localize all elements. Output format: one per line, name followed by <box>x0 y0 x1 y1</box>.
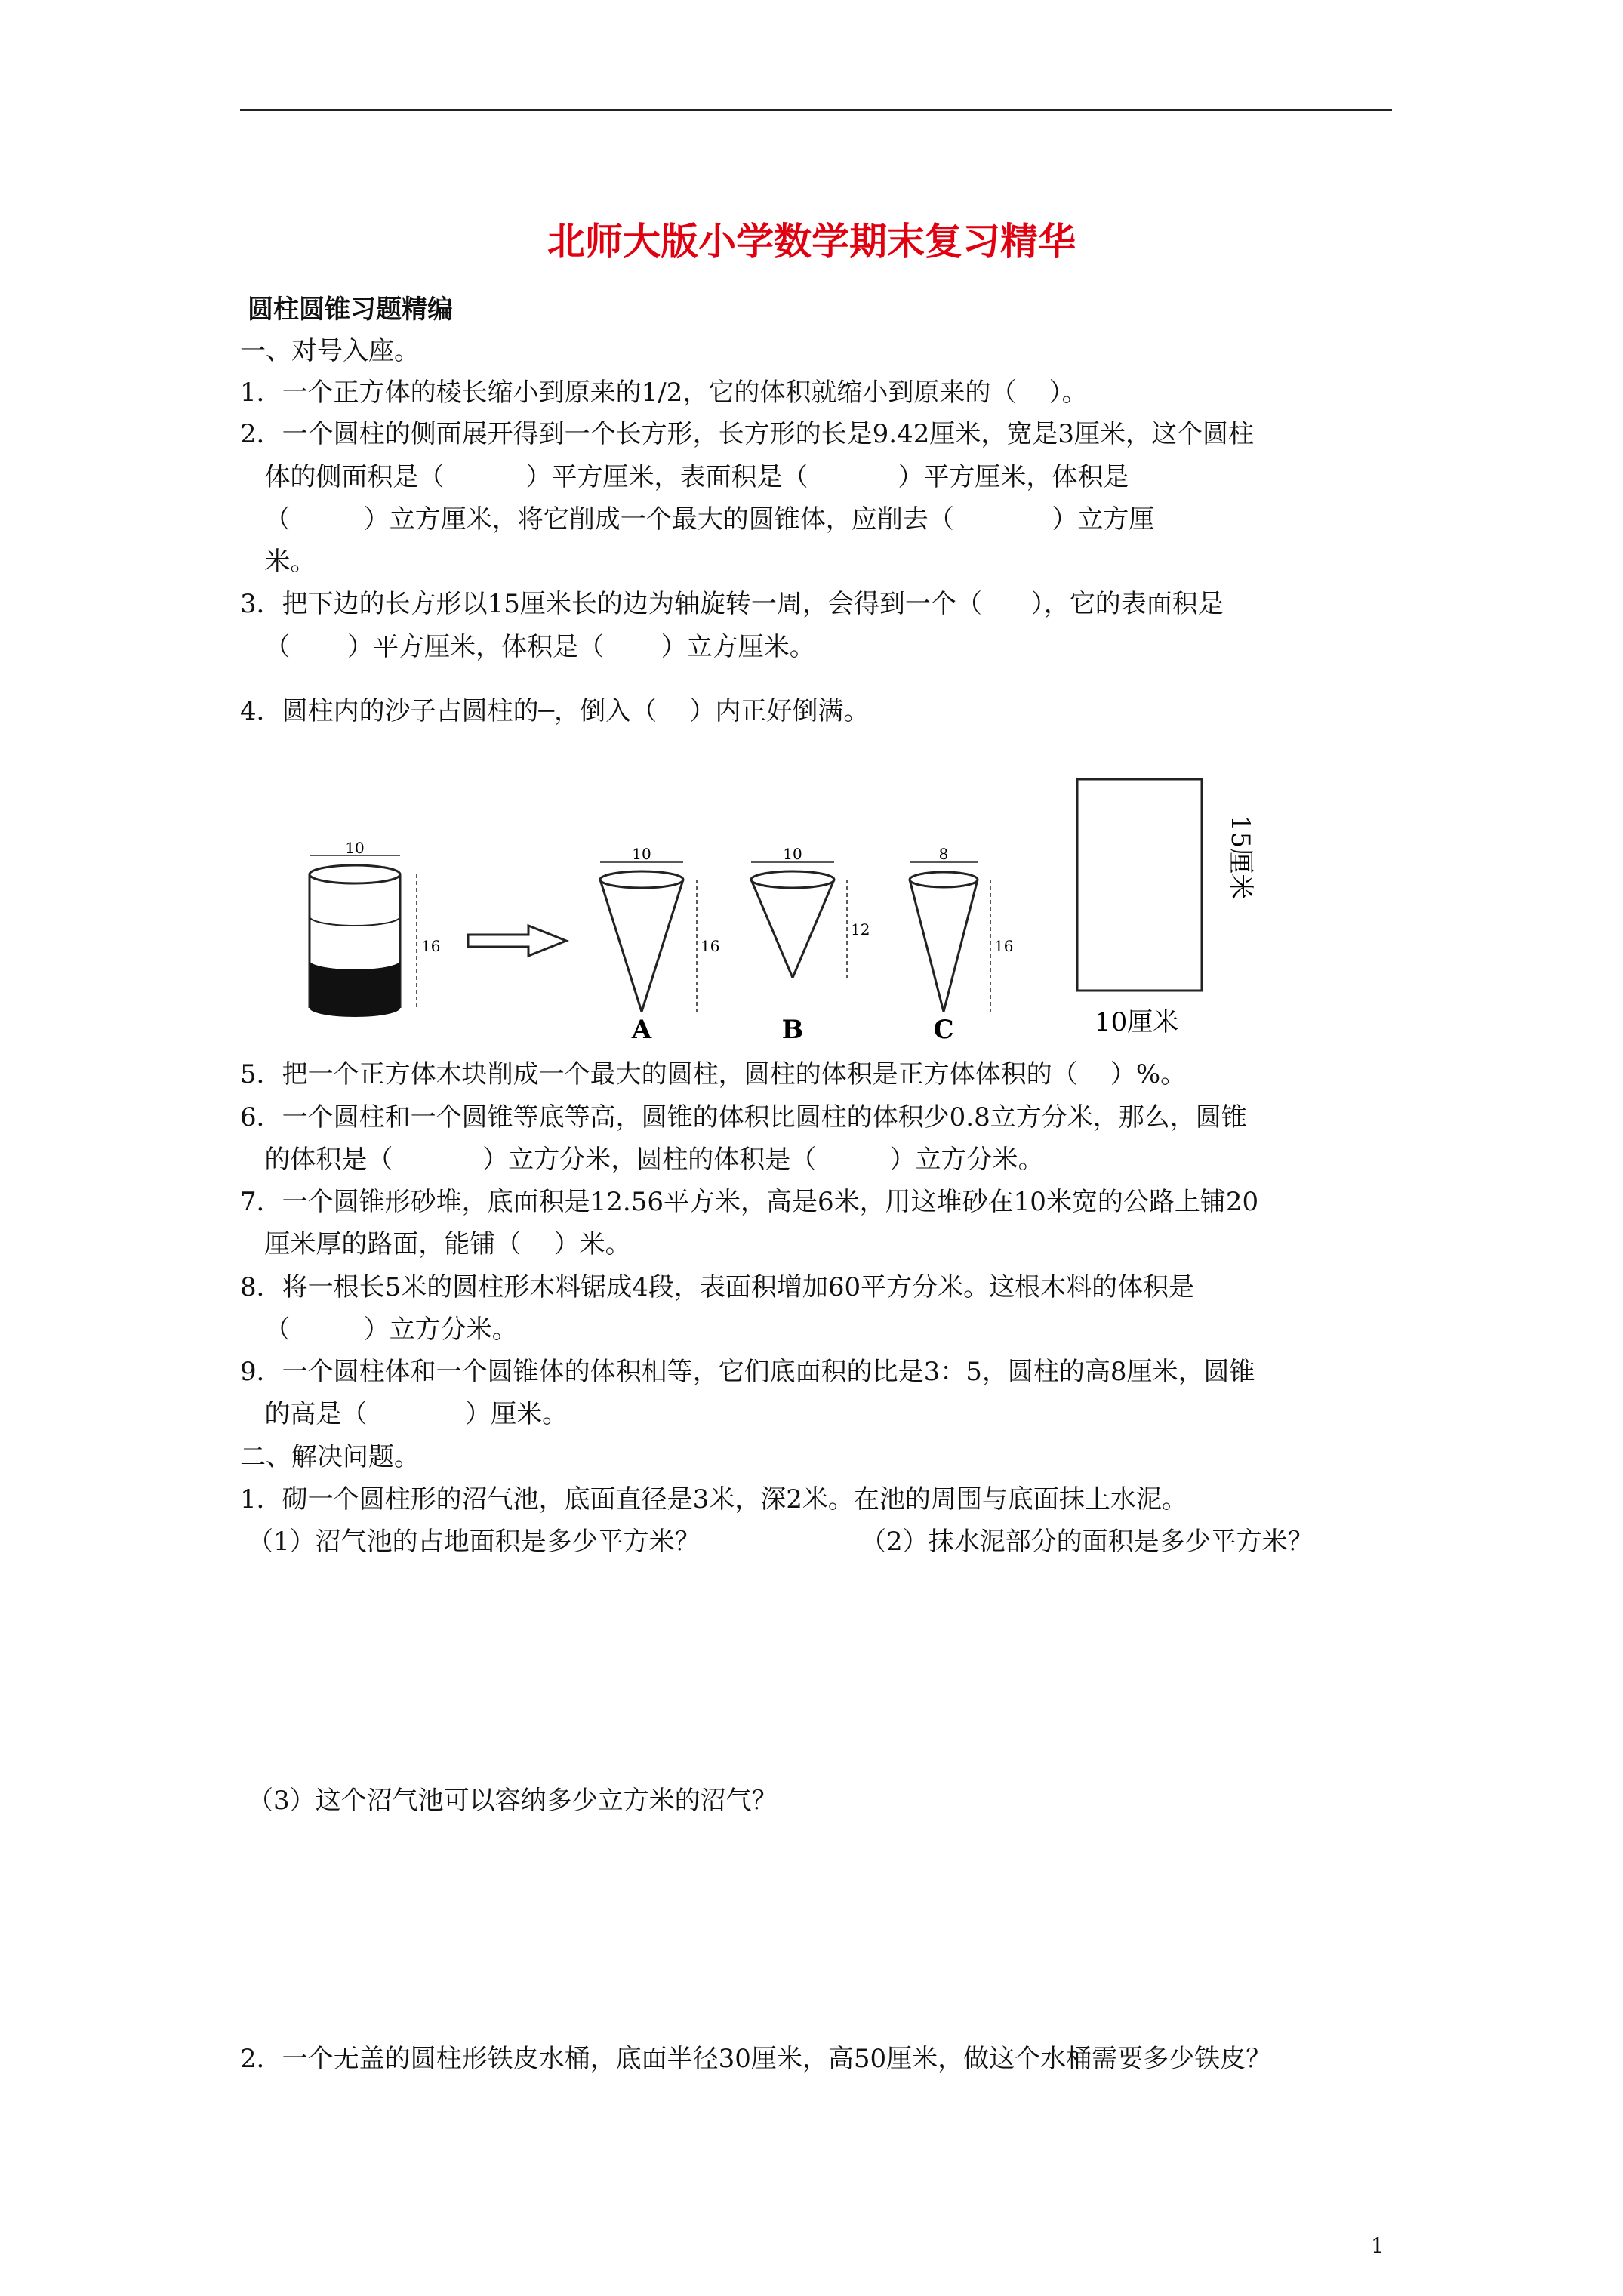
cone-b-diameter-label: 10 <box>783 845 802 863</box>
page-number: 1 <box>1371 2233 1384 2258</box>
question-9-line1: 9．一个圆柱体和一个圆锥体的体积相等，它们底面积的比是3：5，圆柱的高8厘米，圆锥 <box>240 1357 1255 1387</box>
question-7-line1: 7．一个圆锥形砂堆，底面积是12.56平方米，高是6米，用这堆砂在10米宽的公路上铺20 <box>240 1187 1259 1217</box>
cone-c-figure <box>910 862 990 1012</box>
rectangle-height-label: 15厘米 <box>1225 815 1255 900</box>
question-2-line2: 体的侧面积是（ ）平方厘米，表面积是（ ）平方厘米，体积是 <box>240 462 1129 492</box>
section-heading-1: 一、对号入座。 <box>240 336 420 366</box>
cylinder-figure <box>310 855 417 1017</box>
cylinder-height-label: 16 <box>421 937 441 955</box>
question-8-line1: 8．将一根长5米的圆柱形木料锯成4段，表面积增加60平方分米。这根木料的体积是 <box>240 1272 1195 1302</box>
cone-b-figure <box>751 862 847 978</box>
document-title: 北师大版小学数学期末复习精华 <box>547 220 1076 264</box>
question-5: 5．把一个正方体木块削成一个最大的圆柱，圆柱的体积是正方体体积的（ ）%。 <box>240 1059 1187 1089</box>
rectangle-figure <box>1077 779 1202 991</box>
cone-a-figure <box>600 862 697 1012</box>
section-heading-2: 二、解决问题。 <box>240 1442 420 1472</box>
question-6-line1: 6．一个圆柱和一个圆锥等底等高，圆锥的体积比圆柱的体积少0.8立方分米，那么，圆锥 <box>240 1102 1247 1133</box>
cylinder-diameter-label: 10 <box>345 839 365 857</box>
question-1: 1．一个正方体的棱长缩小到原来的1/2，它的体积就缩小到原来的（ ）。 <box>240 378 1088 408</box>
problem-1-part-1: （1）沼气池的占地面积是多少平方米？ <box>248 1527 701 1557</box>
question-2-line4: 米。 <box>240 547 316 577</box>
cone-a-height-label: 16 <box>701 937 720 955</box>
section-subtitle: 圆柱圆锥习题精编 <box>248 294 453 325</box>
figure-cylinder-cones <box>287 770 1268 1042</box>
arrow-icon <box>468 926 566 956</box>
question-6-line2: 的体积是（ ）立方分米，圆柱的体积是（ ）立方分米。 <box>240 1145 1044 1175</box>
cone-b-height-label: 12 <box>851 920 870 938</box>
question-7-line2: 厘米厚的路面，能铺（ ）米。 <box>240 1229 631 1259</box>
rectangle-width-label: 10厘米 <box>1095 1007 1179 1037</box>
problem-1-part-3: （3）这个沼气池可以容纳多少立方米的沼气？ <box>248 1786 778 1816</box>
cone-c-diameter-label: 8 <box>938 845 949 863</box>
question-2-line3: （ ）立方厘米，将它削成一个最大的圆锥体，应削去（ ）立方厘 <box>240 504 1155 535</box>
question-4: 4．圆柱内的沙子占圆柱的─，倒入（ ）内正好倒满。 <box>240 696 870 726</box>
problem-1-part-2: （2）抹水泥部分的面积是多少平方米？ <box>861 1527 1313 1557</box>
question-3-line1: 3．把下边的长方形以15厘米长的边为轴旋转一周，会得到一个（ ），它的表面积是 <box>240 589 1224 619</box>
question-9-line2: 的高是（ ）厘米。 <box>240 1399 568 1429</box>
question-8-line2: （ ）立方分米。 <box>240 1314 518 1345</box>
problem-2: 2．一个无盖的圆柱形铁皮水桶，底面半径30厘米，高50厘米，做这个水桶需要多少铁皮？ <box>240 2044 1272 2074</box>
cone-c-label: C <box>933 1015 954 1042</box>
cone-b-label: B <box>781 1015 804 1042</box>
cone-a-label: A <box>631 1015 652 1042</box>
header-rule <box>240 109 1392 111</box>
cone-c-height-label: 16 <box>994 937 1014 955</box>
question-2-line1: 2．一个圆柱的侧面展开得到一个长方形，长方形的长是9.42厘米，宽是3厘米，这个圆柱 <box>240 419 1254 449</box>
cone-a-diameter-label: 10 <box>632 845 651 863</box>
problem-1: 1．砌一个圆柱形的沼气池，底面直径是3米，深2米。在池的周围与底面抹上水泥。 <box>240 1484 1187 1515</box>
question-3-line2: （ ）平方厘米，体积是（ ）立方厘米。 <box>240 632 815 662</box>
